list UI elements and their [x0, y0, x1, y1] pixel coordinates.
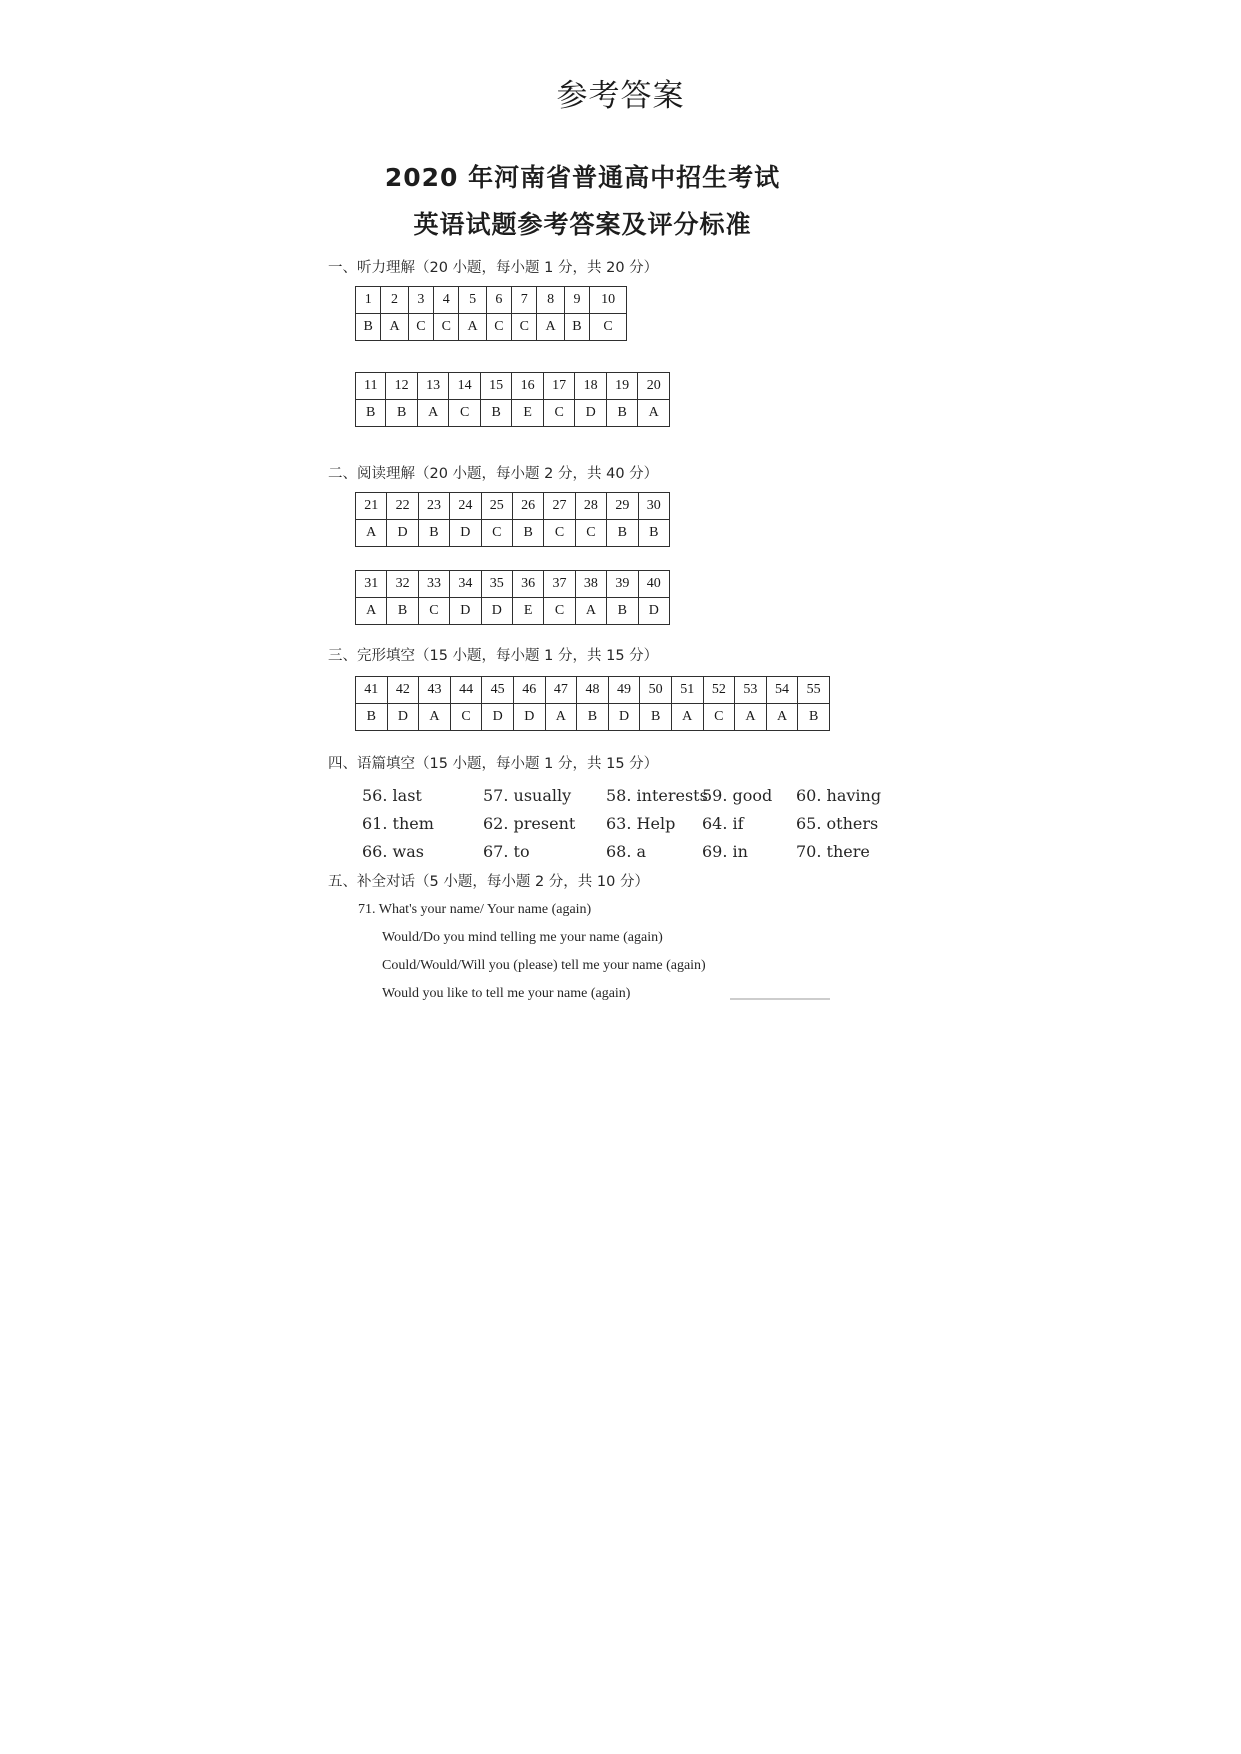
question-number: 36 — [512, 571, 543, 598]
section-dialogue-label: 五、补全对话（5 小题，每小题 2 分，共 10 分） — [328, 874, 649, 890]
passage-fill-answer: 69. in — [702, 842, 748, 861]
answer-cell: A — [766, 704, 798, 731]
question-number: 1 — [356, 287, 381, 314]
answer-cell: C — [543, 400, 575, 427]
passage-fill-answer: 61. them — [362, 814, 434, 833]
question-number: 31 — [356, 571, 387, 598]
answer-cell: A — [575, 598, 606, 625]
listening-table-1 — [355, 286, 627, 341]
question-number: 26 — [512, 493, 543, 520]
answer-cell: C — [575, 520, 606, 547]
dialogue-answer-line: Would/Do you mind telling me your name (again) — [382, 930, 663, 945]
listening-table-2 — [355, 372, 670, 427]
question-number: 25 — [481, 493, 512, 520]
answer-cell: B — [386, 400, 418, 427]
answer-cell: A — [381, 314, 408, 341]
document-title: 2020 年河南省普通高中招生考试 — [384, 163, 781, 192]
question-number: 27 — [544, 493, 575, 520]
question-number: 12 — [386, 373, 418, 400]
question-number: 11 — [356, 373, 386, 400]
question-number: 55 — [798, 677, 830, 704]
answer-cell: A — [545, 704, 577, 731]
answer-cell: A — [638, 400, 670, 427]
question-number: 29 — [607, 493, 638, 520]
question-number: 39 — [607, 571, 638, 598]
answer-cell: D — [481, 598, 512, 625]
passage-fill-answer: 60. having — [796, 786, 882, 805]
answer-cell: B — [577, 704, 609, 731]
answer-cell: A — [356, 520, 387, 547]
passage-fill-answer: 57. usually — [483, 786, 572, 805]
question-number-row — [356, 373, 670, 400]
answer-cell: D — [387, 520, 418, 547]
passage-fill-answer: 58. interests — [606, 786, 708, 805]
answer-cell: B — [356, 400, 386, 427]
question-number: 9 — [564, 287, 589, 314]
question-number: 33 — [418, 571, 449, 598]
question-number: 38 — [575, 571, 606, 598]
question-number: 50 — [640, 677, 672, 704]
answer-cell: C — [590, 314, 627, 341]
answer-cell: C — [408, 314, 433, 341]
question-number: 23 — [418, 493, 449, 520]
question-number: 10 — [590, 287, 627, 314]
answer-cell: C — [434, 314, 459, 341]
answer-cell: D — [450, 598, 481, 625]
answer-row — [356, 598, 670, 625]
question-number: 44 — [450, 677, 482, 704]
question-number: 40 — [638, 571, 669, 598]
reading-table-2 — [355, 570, 670, 625]
question-number: 37 — [544, 571, 575, 598]
answer-cell: C — [418, 598, 449, 625]
dialogue-answer-line: 71. What's your name/ Your name (again) — [358, 902, 592, 917]
answer-cell: D — [450, 520, 481, 547]
section-passage-fill-label: 四、语篇填空（15 小题，每小题 1 分，共 15 分） — [328, 756, 659, 772]
question-number-row — [356, 677, 830, 704]
answer-cell: A — [537, 314, 564, 341]
question-number: 28 — [575, 493, 606, 520]
question-number: 7 — [512, 287, 537, 314]
answer-cell: D — [608, 704, 640, 731]
scanned-answer-sheet — [320, 150, 920, 1030]
passage-fill-answer: 56. last — [362, 786, 422, 805]
question-number-row — [356, 493, 670, 520]
passage-fill-answer: 64. if — [702, 814, 744, 833]
answer-cell: B — [607, 598, 638, 625]
answer-cell: D — [513, 704, 545, 731]
question-number: 8 — [537, 287, 564, 314]
question-number: 4 — [434, 287, 459, 314]
answer-cell: C — [544, 598, 575, 625]
question-number: 18 — [575, 373, 607, 400]
answer-cell: C — [703, 704, 735, 731]
question-number: 30 — [638, 493, 669, 520]
passage-fill-answer: 68. a — [606, 842, 647, 861]
answer-cell: B — [638, 520, 669, 547]
question-number: 51 — [671, 677, 703, 704]
answer-cell: C — [544, 520, 575, 547]
question-number: 48 — [577, 677, 609, 704]
question-number: 3 — [408, 287, 433, 314]
question-number: 53 — [735, 677, 767, 704]
page-heading: 参考答案 — [556, 78, 685, 114]
passage-fill-answer: 65. others — [796, 814, 879, 833]
question-number: 5 — [459, 287, 486, 314]
scan-smudge — [730, 998, 830, 1000]
question-number-row — [356, 287, 627, 314]
section-listening-label: 一、听力理解（20 小题，每小题 1 分，共 20 分） — [328, 260, 659, 276]
question-number: 24 — [450, 493, 481, 520]
dialogue-answer-line: Would you like to tell me your name (again) — [382, 986, 631, 1001]
answer-row — [356, 314, 627, 341]
question-number: 14 — [449, 373, 481, 400]
question-number: 43 — [419, 677, 451, 704]
question-number: 17 — [543, 373, 575, 400]
question-number: 13 — [417, 373, 449, 400]
question-number: 22 — [387, 493, 418, 520]
question-number: 52 — [703, 677, 735, 704]
answer-cell: C — [486, 314, 511, 341]
question-number: 34 — [450, 571, 481, 598]
answer-cell: B — [512, 520, 543, 547]
question-number: 42 — [387, 677, 419, 704]
answer-cell: B — [480, 400, 512, 427]
answer-cell: C — [481, 520, 512, 547]
answer-cell: B — [607, 520, 638, 547]
answer-cell: B — [356, 314, 381, 341]
answer-row — [356, 400, 670, 427]
answer-cell: C — [512, 314, 537, 341]
question-number: 47 — [545, 677, 577, 704]
answer-cell: C — [450, 704, 482, 731]
section-reading-label: 二、阅读理解（20 小题，每小题 2 分，共 40 分） — [328, 466, 659, 482]
passage-fill-answer: 62. present — [483, 814, 576, 833]
document-subtitle: 英语试题参考答案及评分标准 — [413, 210, 752, 239]
answer-cell: B — [387, 598, 418, 625]
answer-cell: B — [640, 704, 672, 731]
answer-cell: A — [356, 598, 387, 625]
reading-table-1 — [355, 492, 670, 547]
question-number: 2 — [381, 287, 408, 314]
question-number: 15 — [480, 373, 512, 400]
answer-cell: B — [418, 520, 449, 547]
question-number: 32 — [387, 571, 418, 598]
question-number: 21 — [356, 493, 387, 520]
passage-fill-answer: 70. there — [796, 842, 870, 861]
question-number: 45 — [482, 677, 514, 704]
answer-cell: A — [459, 314, 486, 341]
section-cloze-label: 三、完形填空（15 小题，每小题 1 分，共 15 分） — [328, 648, 659, 664]
answer-cell: D — [575, 400, 607, 427]
answer-cell: C — [449, 400, 481, 427]
question-number: 35 — [481, 571, 512, 598]
answer-cell: E — [512, 598, 543, 625]
answer-cell: B — [798, 704, 830, 731]
question-number-row — [356, 571, 670, 598]
question-number: 41 — [356, 677, 388, 704]
answer-cell: E — [512, 400, 544, 427]
answer-cell: D — [387, 704, 419, 731]
question-number: 46 — [513, 677, 545, 704]
answer-cell: B — [564, 314, 589, 341]
passage-fill-answer: 67. to — [483, 842, 530, 861]
passage-fill-answer: 59. good — [702, 786, 773, 805]
answer-cell: A — [419, 704, 451, 731]
question-number: 16 — [512, 373, 544, 400]
question-number: 6 — [486, 287, 511, 314]
question-number: 20 — [638, 373, 670, 400]
answer-cell: B — [356, 704, 388, 731]
answer-cell: A — [417, 400, 449, 427]
answer-row — [356, 704, 830, 731]
answer-cell: A — [671, 704, 703, 731]
answer-row — [356, 520, 670, 547]
answer-cell: B — [606, 400, 638, 427]
answer-cell: D — [482, 704, 514, 731]
cloze-table — [355, 676, 830, 731]
question-number: 54 — [766, 677, 798, 704]
passage-fill-answer: 66. was — [362, 842, 424, 861]
passage-fill-answer: 63. Help — [606, 814, 676, 833]
question-number: 49 — [608, 677, 640, 704]
answer-cell: A — [735, 704, 767, 731]
question-number: 19 — [606, 373, 638, 400]
dialogue-answer-line: Could/Would/Will you (please) tell me your name (again) — [382, 958, 706, 973]
answer-cell: D — [638, 598, 669, 625]
